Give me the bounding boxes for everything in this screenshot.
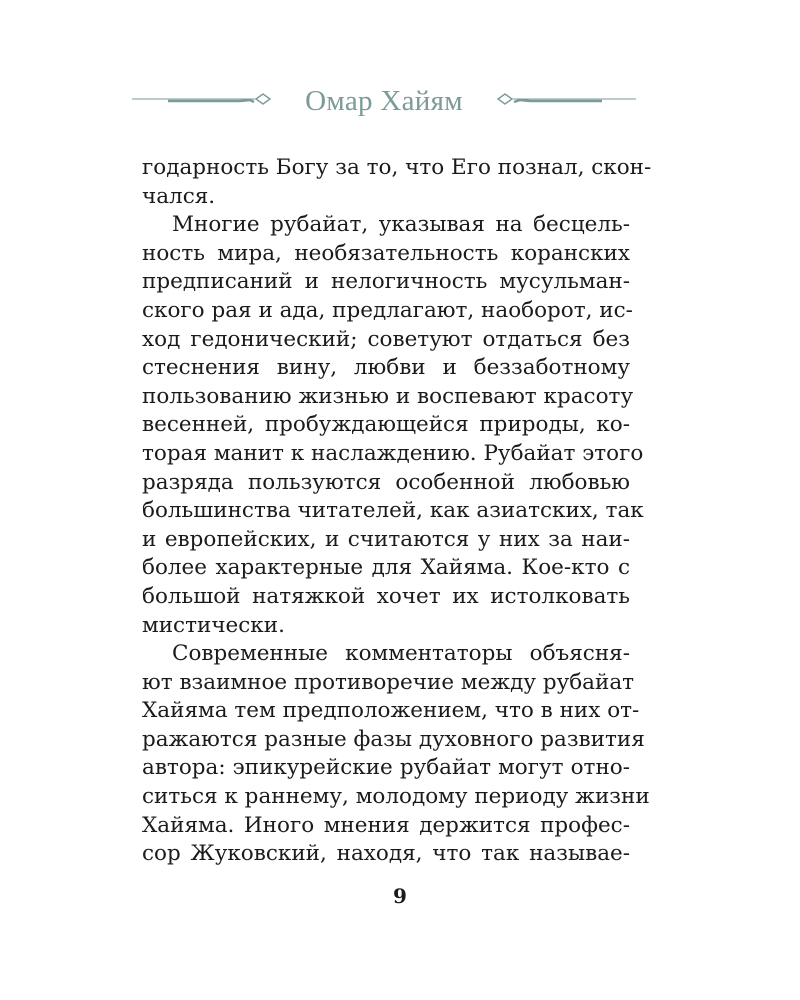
running-header (128, 78, 640, 124)
text-line: мистически. (142, 612, 285, 638)
text-line: предписаний и нелогичность мусульман- (142, 269, 630, 295)
paragraph-first-line: Современные комментаторы объясня- (172, 641, 630, 667)
text-line: ситься к раннему, молодому периоду жизни (142, 784, 650, 810)
text-line: сор Жуковский, находя, что так называе- (142, 841, 630, 867)
text-line: автора: эпикурейские рубайат могут отно- (142, 755, 630, 781)
page-number: 9 (393, 884, 407, 908)
text-line: Хайяма тем предположением, что в них от- (142, 698, 640, 724)
text-line: ского рая и ада, предлагают, наоборот, ис- (142, 297, 633, 323)
text-line: пользованию жизнью и воспевают красоту (142, 383, 634, 409)
text-line: весенней, пробуждающейся природы, ко- (142, 412, 630, 438)
text-line: разряда пользуются особенной любовью (142, 469, 630, 495)
body-text (142, 154, 652, 869)
text-line: и европейских, и считаются у них за наи- (142, 526, 630, 552)
text-line: ют взаимное противоречие между рубайат (142, 669, 635, 695)
text-line: более характерные для Хайяма. Кое-кто с (142, 555, 630, 581)
text-line: ность мира, необязательность коранских (142, 240, 630, 266)
text-line: ход гедонический; советуют отдаться без (142, 326, 630, 352)
paragraph-first-line: Многие рубайат, указывая на бесцель- (172, 212, 630, 238)
text-line: большинства читателей, как азиатских, так (142, 498, 644, 524)
running-header-title: Омар Хайям (305, 85, 463, 117)
text-line: Хайяма. Иного мнения держится профес- (142, 812, 630, 838)
text-line: стеснения вину, любви и беззаботному (142, 355, 630, 381)
text-line: большой натяжкой хочет их истолковать (142, 583, 630, 609)
text-line: торая манит к наслаждению. Рубайат этого (142, 440, 644, 466)
text-line: годарность Богу за то, что Его познал, скон- (142, 155, 652, 180)
text-line: ражаются разные фазы духовного развития (142, 726, 645, 752)
text-line: чался. (142, 183, 216, 209)
